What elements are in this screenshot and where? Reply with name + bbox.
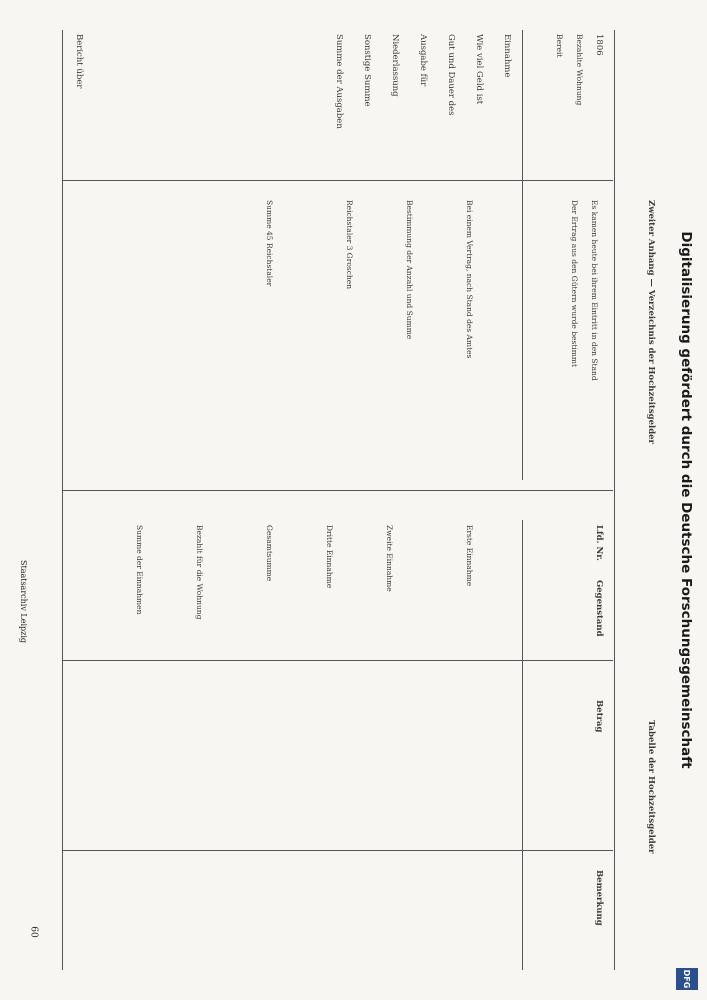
entry-text: Der Ertrag aus den Gütern wurde bestimmt [570,200,579,367]
row-label: 1806 [594,34,604,56]
left-title: Zweiter Anhang — Verzeichnis der Hochzeitsgelder [646,200,656,445]
footer-archive: Staatsarchiv Leipzig [19,560,28,644]
row-label: Ausgabe für [418,34,428,87]
entry-text: Es kamen heute bei ihrem Eintritt in den Stand [590,200,599,381]
rule-bottom [62,30,63,970]
rule-right-col [63,660,613,661]
rule-left-section [522,30,523,480]
entry-text: Summe 45 Reichstaler [265,200,274,287]
rule-right-section [522,520,523,970]
rule-top [614,30,615,970]
entry-text: Reichstaler 3 Groschen [345,200,354,290]
entry-text: Zweite Einnahme [385,525,394,592]
row-label: Einnahme [502,34,512,78]
column-header: Gegenstand [594,580,604,637]
rule-middle [63,490,613,491]
entry-text: Dritte Einnahme [325,525,334,589]
page-number: 60 [28,926,39,938]
entry-text: Gesamtsumme [265,525,274,582]
entry-text: Bezahlt für die Wohnung [195,525,204,620]
row-label: Bezahlte Wohnung [575,34,584,106]
column-header: Lfd. Nr. [594,525,604,561]
entry-text: Summe der Einnahmen [135,525,144,615]
entry-text: Bei einem Vertrag, nach Stand des Amtes [465,200,474,359]
entry-text: Erste Einnahme [465,525,474,587]
ledger-sheet [33,20,673,980]
column-header: Betrag [594,700,604,733]
row-label: Niederlassung [390,34,400,97]
row-label: Wie viel Geld ist [474,34,484,105]
rule-right-col2 [63,850,613,851]
entry-text: Bestimmung der Anzahl und Summe [405,200,414,340]
row-label: Summe der Ausgaben [334,34,344,129]
rule-left-col [63,180,613,181]
row-label: Gut und Dauer des [446,34,456,116]
credit-line: Digitalisierung gefördert durch die Deutsche Forschungsgemeinschaft [678,231,694,769]
row-label: Bericht über [74,34,84,89]
row-label: Sonstige Summe [362,34,372,107]
column-header: Bemerkung [594,870,604,926]
dfg-logo-icon: DFG [676,968,698,990]
right-title: Tabelle der Hochzeitsgelder [646,720,656,854]
row-label: Bereit [555,34,564,58]
